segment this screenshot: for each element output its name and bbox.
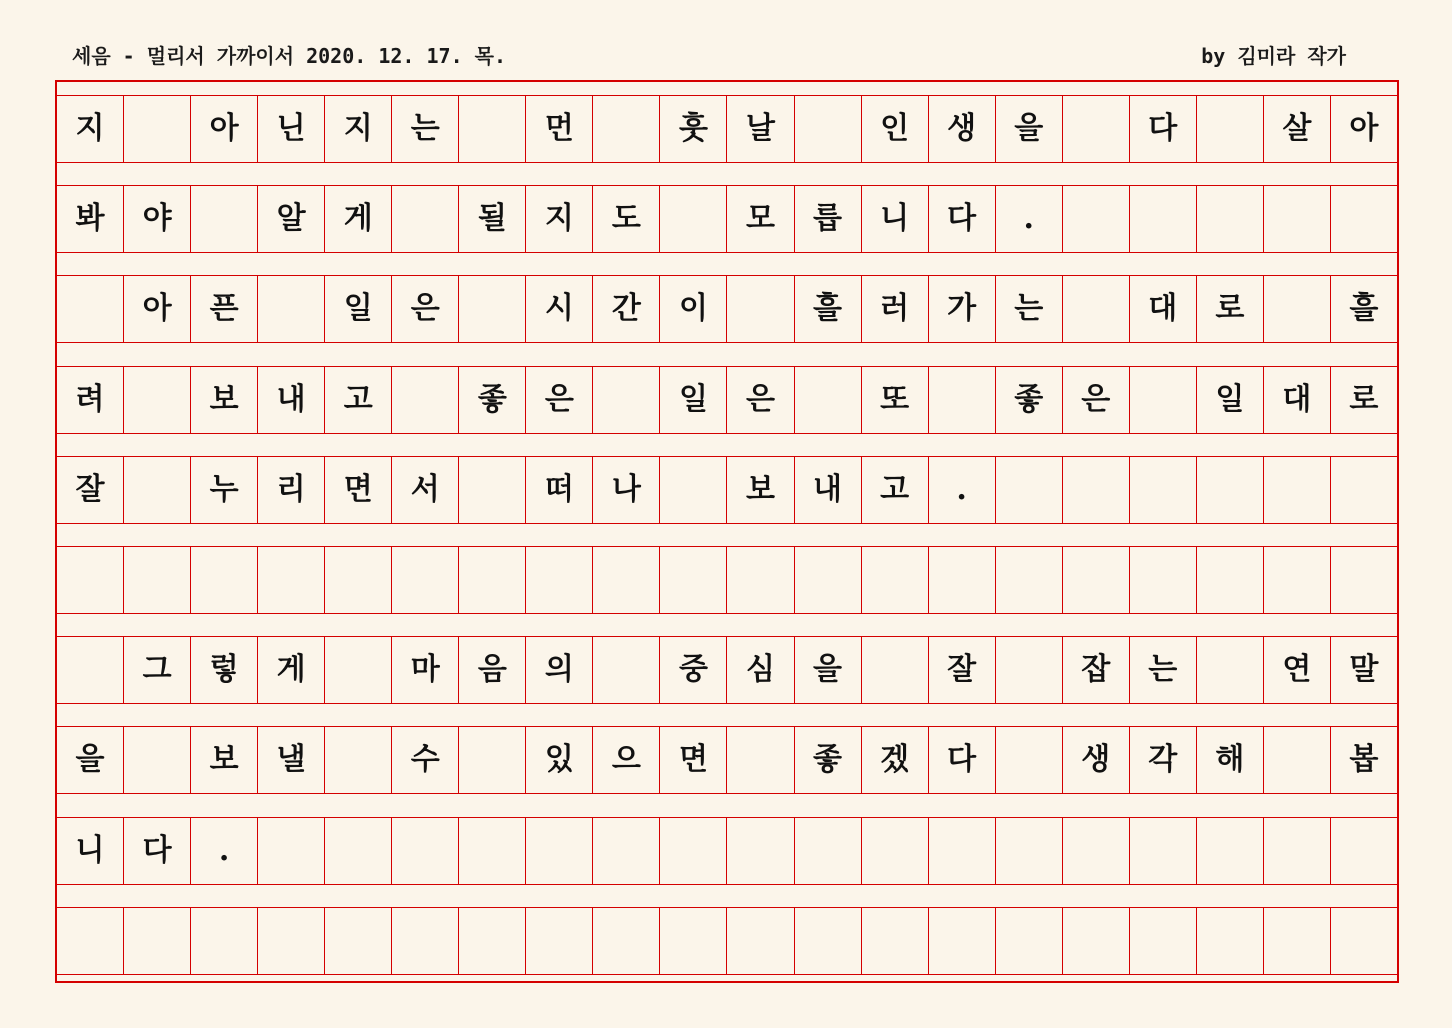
grid-cell [1264,457,1331,523]
grid-cell: 잘 [57,457,124,523]
manuscript-row [57,275,1397,343]
manuscript-row [57,726,1397,794]
grid-cell [124,367,191,433]
grid-cell [57,547,124,613]
grid-cell: 은 [526,367,593,433]
grid-cell: 으 [593,727,660,793]
grid-cell [1197,186,1264,252]
grid-cell [593,96,660,162]
grid-cell: 서 [392,457,459,523]
grid-cell: 겠 [862,727,929,793]
grid-cell: 을 [795,637,862,703]
manuscript-row [57,817,1397,885]
manuscript-row [57,907,1397,975]
grid-cell [996,547,1063,613]
grid-cell [459,276,526,342]
grid-cell: 각 [1130,727,1197,793]
grid-cell: 일 [1197,367,1264,433]
grid-cell: 야 [124,186,191,252]
grid-cell: 대 [1264,367,1331,433]
grid-cell [996,637,1063,703]
grid-cell: 은 [1063,367,1130,433]
grid-cell [1063,276,1130,342]
grid-cell: 그 [124,637,191,703]
grid-cell: 심 [727,637,794,703]
grid-cell [526,908,593,974]
grid-cell [727,276,794,342]
grid-cell [1197,908,1264,974]
grid-cell [325,818,392,884]
grid-cell [1130,186,1197,252]
grid-cell: 보 [191,727,258,793]
grid-cell [392,186,459,252]
grid-cell [862,908,929,974]
grid-cell: 다 [929,727,996,793]
grid-cell [325,908,392,974]
grid-cell: 나 [593,457,660,523]
grid-cell: 다 [124,818,191,884]
grid-cell: 좋 [459,367,526,433]
grid-cell: 고 [862,457,929,523]
grid-cell [124,727,191,793]
grid-cell: 릅 [795,186,862,252]
grid-cell: 는 [392,96,459,162]
grid-cell [1264,186,1331,252]
manuscript-row [57,456,1397,524]
grid-cell [392,367,459,433]
grid-cell [1130,547,1197,613]
grid-cell [795,96,862,162]
grid-cell [996,818,1063,884]
grid-cell [191,547,258,613]
grid-cell [727,908,794,974]
grid-cell: 로 [1197,276,1264,342]
grid-cell [1264,547,1331,613]
grid-cell: 을 [57,727,124,793]
grid-cell [57,276,124,342]
grid-cell: 다 [929,186,996,252]
grid-cell: 가 [929,276,996,342]
grid-cell: 픈 [191,276,258,342]
grid-cell: 중 [660,637,727,703]
grid-cell: 잘 [929,637,996,703]
grid-cell: . [191,818,258,884]
grid-cell [392,908,459,974]
grid-cell [660,908,727,974]
grid-cell: 니 [57,818,124,884]
grid-cell: 은 [392,276,459,342]
manuscript-row [57,185,1397,253]
grid-cell: 흘 [795,276,862,342]
grid-cell [459,96,526,162]
grid-cell: 간 [593,276,660,342]
grid-cell [727,547,794,613]
grid-cell: 은 [727,367,794,433]
grid-cell: 일 [660,367,727,433]
grid-cell [929,908,996,974]
grid-cell: 인 [862,96,929,162]
grid-cell [660,457,727,523]
grid-cell: 생 [929,96,996,162]
grid-cell: 다 [1130,96,1197,162]
grid-cell: 의 [526,637,593,703]
grid-cell: 좋 [996,367,1063,433]
grid-cell [124,457,191,523]
grid-cell [1331,547,1397,613]
grid-cell: 연 [1264,637,1331,703]
grid-cell [258,276,325,342]
grid-cell [862,818,929,884]
grid-cell: 지 [325,96,392,162]
grid-cell [1331,908,1397,974]
grid-cell: 게 [258,637,325,703]
grid-cell: 흘 [1349,291,1379,327]
grid-cell: 날 [727,96,794,162]
grid-cell: 모 [727,186,794,252]
grid-cell: 면 [660,727,727,793]
grid-cell: 내 [258,367,325,433]
grid-cell [1197,637,1264,703]
grid-cell [1264,276,1331,342]
grid-cell [392,547,459,613]
document-title: 세음 - 멀리서 가까이서 2020. 12. 17. 목. [72,44,507,68]
manuscript-row [57,636,1397,704]
grid-cell [1130,908,1197,974]
grid-cell [1063,818,1130,884]
grid-cell [1130,818,1197,884]
grid-cell: 수 [392,727,459,793]
grid-cell: 로 [1349,381,1379,417]
manuscript-row [57,546,1397,614]
grid-cell [526,818,593,884]
grid-cell [862,547,929,613]
grid-cell: 게 [325,186,392,252]
grid-cell [795,818,862,884]
grid-cell [1264,908,1331,974]
grid-cell [727,727,794,793]
grid-cell: 러 [862,276,929,342]
grid-cell [929,547,996,613]
grid-cell [459,908,526,974]
grid-cell: 렇 [191,637,258,703]
grid-cell [459,818,526,884]
grid-cell [191,908,258,974]
grid-cell: 지 [57,96,124,162]
grid-cell [1130,457,1197,523]
grid-cell: 있 [526,727,593,793]
grid-cell: 시 [526,276,593,342]
grid-cell [929,818,996,884]
grid-cell: 잡 [1063,637,1130,703]
manuscript-row [57,366,1397,434]
grid-cell [1063,908,1130,974]
grid-cell [526,547,593,613]
grid-cell: 대 [1130,276,1197,342]
grid-cell [459,727,526,793]
grid-cell: 도 [593,186,660,252]
grid-cell [1197,818,1264,884]
grid-cell [795,908,862,974]
grid-cell [57,908,124,974]
grid-cell [258,547,325,613]
grid-cell [1264,818,1331,884]
grid-cell: 지 [526,186,593,252]
grid-cell: 을 [996,96,1063,162]
grid-cell: 낼 [258,727,325,793]
grid-cell [1331,457,1397,523]
grid-cell [325,637,392,703]
grid-cell: 될 [459,186,526,252]
grid-cell [191,186,258,252]
grid-cell [1197,457,1264,523]
grid-cell [593,818,660,884]
grid-cell: 아 [191,96,258,162]
grid-cell [593,547,660,613]
grid-cell: 니 [862,186,929,252]
grid-cell [1197,96,1264,162]
grid-cell: 누 [191,457,258,523]
grid-cell: 살 [1264,96,1331,162]
grid-cell: 해 [1197,727,1264,793]
manuscript-row [57,95,1397,163]
grid-cell [795,367,862,433]
grid-cell: 보 [727,457,794,523]
grid-cell [660,818,727,884]
grid-cell [1130,367,1197,433]
grid-cell [1063,186,1130,252]
grid-cell [1331,186,1397,252]
grid-cell [1331,818,1397,884]
grid-cell: 말 [1349,652,1379,688]
grid-cell: 고 [325,367,392,433]
grid-cell: 알 [258,186,325,252]
grid-cell [325,727,392,793]
grid-cell [459,547,526,613]
grid-cell [325,547,392,613]
grid-cell [124,547,191,613]
grid-cell [660,547,727,613]
grid-cell: 봅 [1349,742,1379,778]
grid-cell [1264,727,1331,793]
grid-cell: 닌 [258,96,325,162]
grid-cell [862,637,929,703]
manuscript-paper [55,80,1399,983]
grid-cell: 면 [325,457,392,523]
grid-cell [996,727,1063,793]
grid-cell [392,818,459,884]
grid-cell [124,96,191,162]
grid-cell: 일 [325,276,392,342]
author-credit: by 김미라 작가 [1201,44,1346,68]
grid-cell [593,367,660,433]
grid-cell: . [929,457,996,523]
grid-cell: 봐 [57,186,124,252]
grid-cell: 리 [258,457,325,523]
grid-cell [593,908,660,974]
grid-cell: 마 [392,637,459,703]
grid-cell [795,547,862,613]
grid-cell [996,457,1063,523]
grid-cell: 생 [1063,727,1130,793]
grid-cell [660,186,727,252]
grid-cell [929,367,996,433]
grid-cell [1063,547,1130,613]
grid-cell: 음 [459,637,526,703]
grid-cell [727,818,794,884]
grid-cell: 보 [191,367,258,433]
grid-cell: 아 [124,276,191,342]
grid-cell [1063,457,1130,523]
grid-cell: 떠 [526,457,593,523]
grid-cell: . [996,186,1063,252]
grid-cell [1197,547,1264,613]
grid-cell: 내 [795,457,862,523]
grid-cell [996,908,1063,974]
grid-cell [593,637,660,703]
grid-cell: 는 [1130,637,1197,703]
grid-cell: 또 [862,367,929,433]
grid-cell [1063,96,1130,162]
grid-cell [124,908,191,974]
grid-cell: 려 [57,367,124,433]
grid-cell: 좋 [795,727,862,793]
grid-cell [258,908,325,974]
grid-cell: 먼 [526,96,593,162]
grid-cell [57,637,124,703]
grid-cell: 훗 [660,96,727,162]
grid-cell [459,457,526,523]
grid-cell: 아 [1349,111,1379,146]
grid-cell: 이 [660,276,727,342]
grid-cell [258,818,325,884]
grid-cell: 는 [996,276,1063,342]
